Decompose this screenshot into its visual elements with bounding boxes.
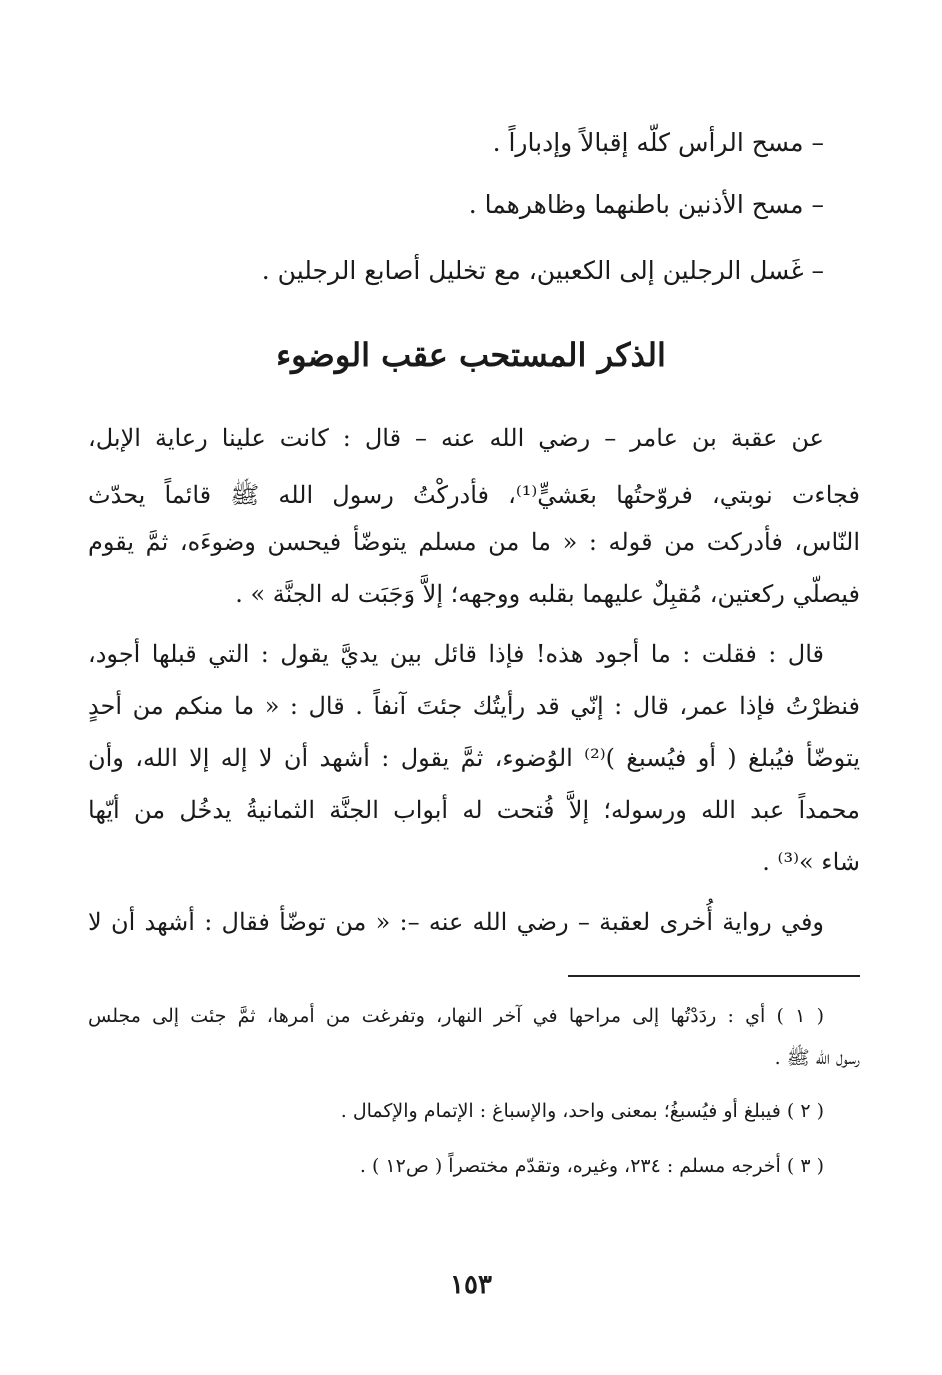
paragraph-line: وفي رواية أُخرى لعقبة – رضي الله عنه –: « من توضّأ فقال : أشهد أن لا [88, 908, 824, 936]
bullet-item: – مسح الأذنين باطنهما وظاهرهما . [468, 190, 824, 219]
footnote-divider [568, 975, 860, 977]
section-heading: الذكر المستحب عقب الوضوء [276, 336, 666, 374]
footnote-line: ( ٣ ) أخرجه مسلم : ٢٣٤، وغيره، وتقدّم مختصراً ( ص١٢ ) . [359, 1155, 824, 1177]
paragraph-line: عن عقبة بن عامر – رضي الله عنه – قال : كانت علينا رعاية الإبل، [88, 424, 824, 452]
footnote-line: رسول الله ﷺ . [774, 1047, 860, 1069]
paragraph-line: فجاءت نوبتي، فروّحتُها بعَشيٍّ⁽¹⁾، فأدركْتُ رسول الله ﷺ قائماً يحدّث [88, 481, 860, 509]
paragraph-line: شاء »⁽³⁾ . [762, 848, 860, 876]
footnote-line: ( ٢ ) فيبلغ أو فيُسبغُ؛ بمعنى واحد، والإسباغ : الإتمام والإكمال . [340, 1100, 824, 1122]
bullet-item: – مسح الرأس كلّه إقبالاً وإدباراً . [492, 128, 824, 157]
page-number: ١٥٣ [450, 1270, 492, 1300]
footnote-line: ( ١ ) أي : ردَدْتُها إلى مراحها في آخر النهار، وتفرغت من أمرها، ثمَّ جئت إلى مجلس [88, 1005, 825, 1027]
paragraph-line: يتوضّأ فيُبلغ ( أو فيُسبغ )⁽²⁾ الوُضوء، ثمَّ يقول : أشهد أن لا إله إلا الله، وأن [88, 744, 861, 772]
paragraph-line: النّاس، فأدركت من قوله : « ما من مسلم يتوضّأ فيحسن وضوءَه، ثمَّ يقوم [88, 528, 860, 556]
paragraph-line: فنظرْتُ فإذا عمر، قال : إنّي قد رأيتُك جئتَ آنفاً . قال : « ما منكم من أحدٍ [88, 692, 860, 720]
paragraph-line: محمداً عبد الله ورسوله؛ إلاَّ فُتحت له أبواب الجنَّة الثمانيةُ يدخُل من أيّها [88, 796, 860, 824]
paragraph-line: فيصلّي ركعتين، مُقبِلٌ عليهما بقلبه ووجهه؛ إلاَّ وَجَبَت له الجنَّة » . [235, 580, 860, 608]
paragraph-line: قال : فقلت : ما أجود هذه! فإذا قائل بين يديَّ يقول : التي قبلها أجود، [88, 640, 824, 668]
bullet-item: – غَسل الرجلين إلى الكعبين، مع تخليل أصابع الرجلين . [261, 256, 824, 285]
